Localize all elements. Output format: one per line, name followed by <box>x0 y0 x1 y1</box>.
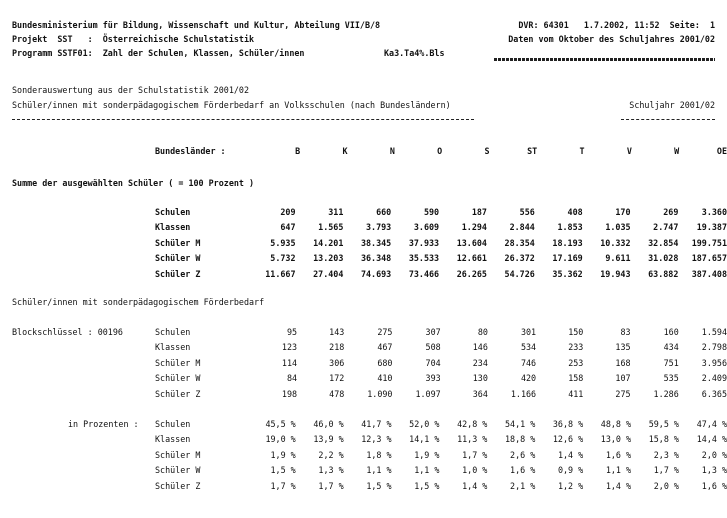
cell: 420 <box>520 373 537 384</box>
table-row <box>155 204 727 220</box>
column-header: W <box>674 145 680 156</box>
cell: 2,6 % <box>510 449 536 460</box>
file-name: Ka3.Ta4%.Bls <box>384 48 445 58</box>
cell: 680 <box>377 357 393 368</box>
cell: 11,3 % <box>457 434 488 445</box>
cell: 19.943 <box>600 268 631 279</box>
cell: 1.594 <box>701 326 727 337</box>
cell: 52,0 % <box>409 418 440 429</box>
row-label: Schulen <box>155 418 191 429</box>
row-label: Schüler W <box>155 465 201 476</box>
cell: 2.747 <box>653 222 679 233</box>
report-title: Sonderauswertung aus der Schulstatistik 2001/02 <box>12 85 249 95</box>
cell: 1.035 <box>605 222 631 233</box>
table-row <box>155 416 727 432</box>
cell: 1,4 % <box>557 449 584 460</box>
section1-table <box>155 204 727 282</box>
row-label: Schüler Z <box>155 268 201 279</box>
cell: 36.348 <box>360 253 392 264</box>
cell: 5.732 <box>270 253 296 264</box>
cell: 1,7 % <box>653 465 679 476</box>
cell: 83 <box>620 326 631 337</box>
row-label: Schüler M <box>155 449 201 460</box>
cell: 123 <box>281 342 298 353</box>
cell: 12.661 <box>456 253 487 264</box>
cell: 32.854 <box>648 237 679 248</box>
cell: 46,0 % <box>313 418 344 429</box>
row-label: Schulen <box>155 326 191 337</box>
cell: 1,4 % <box>605 480 632 491</box>
cell: 1,3 % <box>318 465 344 476</box>
cell: 19.387 <box>696 222 727 233</box>
cell: 2,3 % <box>653 449 679 460</box>
cell: 535 <box>663 373 679 384</box>
cell: 1.853 <box>557 222 583 233</box>
cell: 0,9 % <box>557 465 584 476</box>
report-subtitle: Schüler/innen mit sonderpädagogischem Förderbedarf an Volksschulen (nach Bundesländern) <box>12 100 451 110</box>
cell: 10.332 <box>600 237 631 248</box>
cell: 1,5 % <box>270 465 296 476</box>
cell: 2.409 <box>701 373 727 384</box>
cell: 160 <box>663 326 679 337</box>
cell: 1,4 % <box>462 480 488 491</box>
cell: 146 <box>472 342 488 353</box>
cell: 411 <box>568 388 584 399</box>
cell: 1,7 % <box>270 480 296 491</box>
cell: 2,1 % <box>510 480 536 491</box>
section1-title: Summe der ausgewählten Schüler ( = 100 Prozent ) <box>12 178 255 188</box>
program-line: Programm SSTF01: Zahl der Schulen, Klassen, Schüler/innen <box>12 48 305 58</box>
cell: 1,6 % <box>510 465 536 476</box>
cell: 704 <box>425 357 441 368</box>
cell: 1,0 % <box>462 465 488 476</box>
cell: 130 <box>472 373 488 384</box>
section2-title: Schüler/innen mit sonderpädagogischem Förderbedarf <box>12 297 265 307</box>
cell: 253 <box>568 357 584 368</box>
table-row <box>155 463 727 479</box>
columns-label: Bundesländer : <box>155 145 226 156</box>
cell: 1.294 <box>461 222 487 233</box>
cell: 1,5 % <box>366 480 392 491</box>
title-rule-right <box>621 119 715 120</box>
cell: 74.693 <box>360 268 392 279</box>
column-header: B <box>295 145 301 156</box>
ministry-line: Bundesministerium für Bildung, Wissenschaft und Kultur, Abteilung VII/B/8 <box>12 20 381 30</box>
cell: 1.286 <box>653 388 679 399</box>
row-label: Schüler Z <box>155 480 201 491</box>
table-row <box>155 447 727 463</box>
cell: 27.404 <box>313 268 344 279</box>
cell: 311 <box>328 206 344 217</box>
cell: 187.657 <box>691 253 727 264</box>
row-label: Klassen <box>155 342 191 353</box>
cell: 1,6 % <box>701 480 727 491</box>
cell: 364 <box>472 388 488 399</box>
cell: 11.667 <box>265 268 296 279</box>
cell: 1,2 % <box>557 480 584 491</box>
row-label: Schüler Z <box>155 388 201 399</box>
column-header: N <box>389 145 395 156</box>
column-header-row <box>155 143 727 159</box>
cell: 12,6 % <box>552 434 584 445</box>
cell: 234 <box>472 357 488 368</box>
dvr-date-page: DVR: 64301 1.7.2002, 11:52 Seite: 1 <box>518 20 715 30</box>
cell: 1,1 % <box>366 465 392 476</box>
cell: 410 <box>377 373 393 384</box>
cell: 9.611 <box>605 253 631 264</box>
cell: 38.345 <box>360 237 392 248</box>
cell: 1,6 % <box>605 449 632 460</box>
cell: 37.933 <box>408 237 440 248</box>
cell: 18,8 % <box>504 434 536 445</box>
cell: 12,3 % <box>361 434 392 445</box>
table-row <box>155 220 727 236</box>
cell: 590 <box>423 206 440 217</box>
cell: 1.097 <box>415 388 441 399</box>
cell: 19,0 % <box>265 434 296 445</box>
cell: 3.360 <box>701 206 727 217</box>
row-label: Schüler W <box>155 373 201 384</box>
column-header: O <box>437 145 443 156</box>
cell: 508 <box>425 342 441 353</box>
cell: 1,9 % <box>270 449 296 460</box>
cell: 1,9 % <box>414 449 440 460</box>
cell: 26.265 <box>456 268 487 279</box>
table-row <box>155 386 727 402</box>
cell: 73.466 <box>408 268 440 279</box>
cell: 218 <box>329 342 345 353</box>
cell: 306 <box>329 357 345 368</box>
title-rule-left <box>12 119 474 120</box>
cell: 172 <box>329 373 345 384</box>
data-period: Daten vom Oktober des Schuljahres 2001/02 <box>508 34 715 44</box>
cell: 26.372 <box>504 253 535 264</box>
cell: 14,1 % <box>409 434 440 445</box>
row-label: Schulen <box>155 206 191 217</box>
column-header: ST <box>527 145 538 156</box>
cell: 2,2 % <box>318 449 344 460</box>
percent-label: in Prozenten : <box>68 419 139 429</box>
cell: 1,8 % <box>366 449 392 460</box>
cell: 36,8 % <box>552 418 584 429</box>
column-header: S <box>484 145 490 156</box>
cell: 54,1 % <box>504 418 536 429</box>
cell: 233 <box>568 342 584 353</box>
cell: 107 <box>615 373 631 384</box>
cell: 307 <box>425 326 441 337</box>
cell: 209 <box>280 206 296 217</box>
cell: 387.408 <box>691 268 727 279</box>
table-row <box>155 355 727 371</box>
column-header: K <box>342 145 348 156</box>
cell: 114 <box>281 357 298 368</box>
cell: 59,5 % <box>648 418 679 429</box>
cell: 1,3 % <box>701 465 727 476</box>
project-line: Projekt SST : Österreichische Schulstatistik <box>12 34 255 44</box>
cell: 534 <box>520 342 537 353</box>
cell: 84 <box>286 373 298 384</box>
cell: 1,1 % <box>605 465 632 476</box>
table-row <box>155 235 727 251</box>
cell: 17.169 <box>552 253 583 264</box>
cell: 5.935 <box>270 237 296 248</box>
row-label: Schüler W <box>155 253 201 264</box>
cell: 199.751 <box>691 237 727 248</box>
cell: 13.604 <box>456 237 487 248</box>
cell: 2.844 <box>509 222 535 233</box>
cell: 269 <box>663 206 679 217</box>
cell: 1,7 % <box>318 480 344 491</box>
cell: 28.354 <box>504 237 535 248</box>
cell: 478 <box>329 388 345 399</box>
cell: 301 <box>520 326 537 337</box>
cell: 2,0 % <box>701 449 727 460</box>
cell: 3.956 <box>701 357 727 368</box>
cell: 13,0 % <box>600 434 632 445</box>
row-label: Schüler M <box>155 357 201 368</box>
cell: 1,7 % <box>462 449 488 460</box>
column-header: T <box>579 145 585 156</box>
cell: 556 <box>519 206 535 217</box>
cell: 434 <box>663 342 679 353</box>
cell: 275 <box>615 388 631 399</box>
cell: 647 <box>280 222 296 233</box>
cell: 1.565 <box>318 222 344 233</box>
cell: 1,1 % <box>414 465 440 476</box>
cell: 54.726 <box>504 268 535 279</box>
cell: 2,0 % <box>653 480 679 491</box>
cell: 751 <box>663 357 679 368</box>
cell: 3.609 <box>413 222 440 233</box>
cell: 63.882 <box>648 268 679 279</box>
cell: 2.798 <box>701 342 727 353</box>
cell: 1.166 <box>510 388 537 399</box>
cell: 275 <box>377 326 393 337</box>
table-row <box>155 478 727 494</box>
table-row <box>155 432 727 448</box>
cell: 42,8 % <box>457 418 488 429</box>
cell: 168 <box>615 357 631 368</box>
cell: 35.533 <box>408 253 440 264</box>
table-row <box>155 371 727 387</box>
column-header: V <box>626 145 632 156</box>
cell: 143 <box>329 326 345 337</box>
column-header: OE <box>716 145 727 156</box>
table-row <box>155 266 727 282</box>
cell: 95 <box>286 326 298 337</box>
cell: 1.090 <box>367 388 393 399</box>
row-label: Schüler M <box>155 237 201 248</box>
cell: 45,5 % <box>265 418 296 429</box>
table-row <box>155 324 727 340</box>
cell: 746 <box>520 357 537 368</box>
header-rule <box>494 58 715 61</box>
cell: 150 <box>568 326 584 337</box>
cell: 41,7 % <box>361 418 392 429</box>
cell: 6.365 <box>701 388 727 399</box>
cell: 15,8 % <box>648 434 679 445</box>
row-label: Klassen <box>155 222 191 233</box>
cell: 660 <box>376 206 392 217</box>
cell: 13.203 <box>313 253 344 264</box>
cell: 158 <box>568 373 584 384</box>
percent-table <box>155 416 727 494</box>
cell: 170 <box>615 206 631 217</box>
cell: 408 <box>567 206 583 217</box>
cell: 48,8 % <box>600 418 632 429</box>
row-label: Klassen <box>155 434 191 445</box>
cell: 31.028 <box>648 253 679 264</box>
cell: 47,4 % <box>696 418 727 429</box>
cell: 14.201 <box>313 237 344 248</box>
cell: 3.793 <box>366 222 392 233</box>
cell: 18.193 <box>552 237 583 248</box>
table-row <box>155 251 727 267</box>
block-key-label: Blockschlüssel : 00196 <box>12 327 123 337</box>
cell: 35.362 <box>552 268 583 279</box>
section2-table <box>155 324 727 402</box>
cell: 198 <box>281 388 298 399</box>
cell: 187 <box>471 206 487 217</box>
cell: 393 <box>425 373 441 384</box>
cell: 467 <box>377 342 393 353</box>
school-year: Schuljahr 2001/02 <box>629 100 715 110</box>
cell: 80 <box>477 326 488 337</box>
cell: 13,9 % <box>313 434 344 445</box>
cell: 135 <box>615 342 631 353</box>
cell: 14,4 % <box>696 434 727 445</box>
cell: 1,5 % <box>414 480 440 491</box>
table-row <box>155 340 727 356</box>
